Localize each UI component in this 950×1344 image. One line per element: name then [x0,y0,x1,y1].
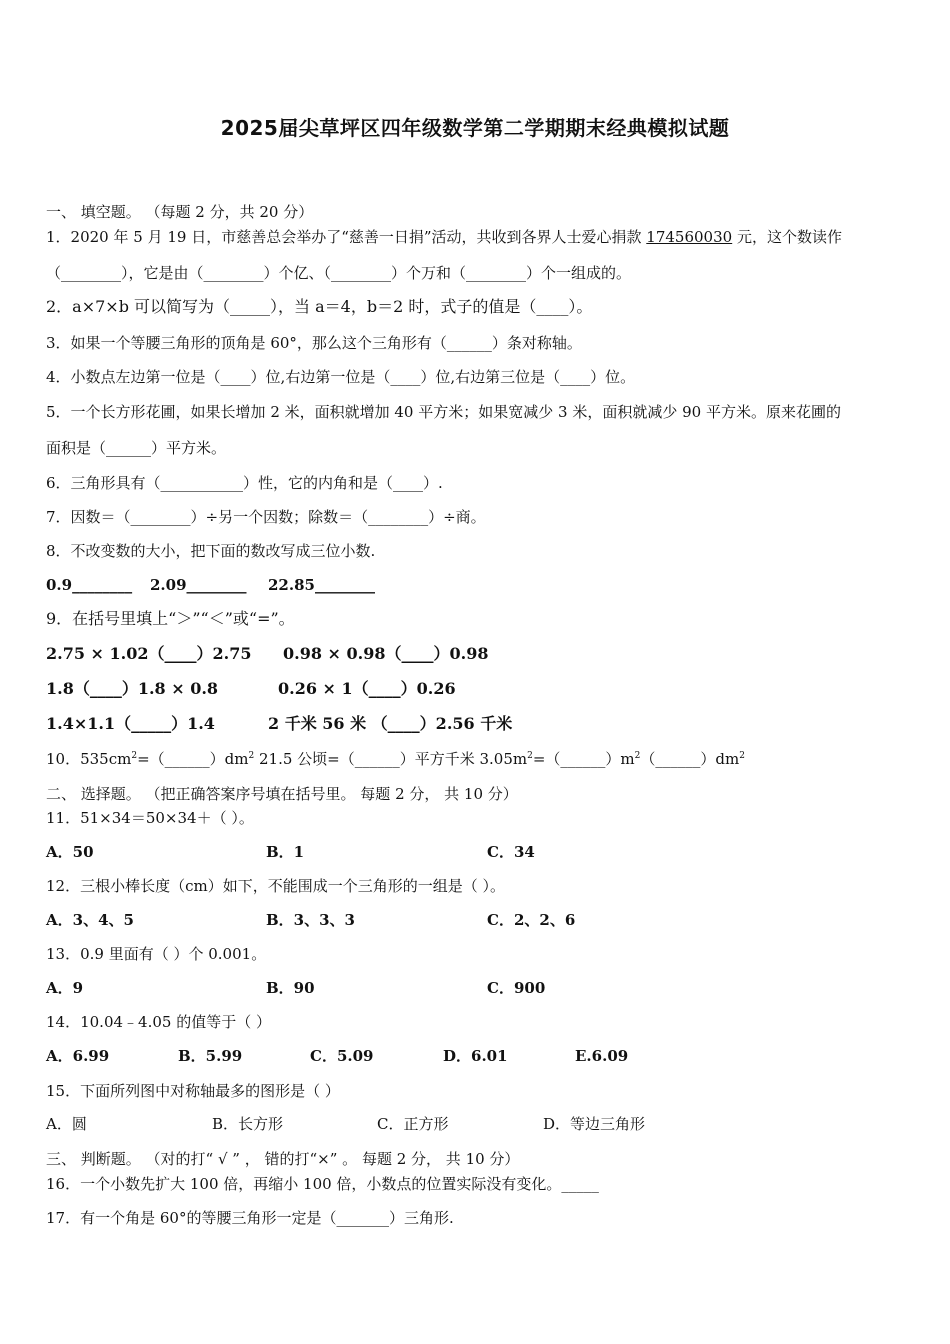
q14-option-c: C．5.09 [310,1047,374,1065]
q11-option-c: C．34 [487,843,535,861]
q12-option-b: B．3、3、3 [266,911,355,929]
question-15-stem: 15．下面所列图中对称轴最多的图形是（ ） [46,1082,340,1100]
q10-sup-3: 2 [527,751,533,761]
question-13-stem: 13．0.9 里面有（ ）个 0.001。 [46,945,267,963]
question-1-line-2: （________），它是由（________）个亿、（________）个万和（________）个一组成的。 [46,264,632,282]
page-title: 2025届尖草坪区四年级数学第二学期期末经典模拟试题 [220,116,730,140]
question-9-stem: 9．在括号里填上“＞”“＜”或“=”。 [46,609,295,628]
q15-option-b: B．长方形 [212,1115,284,1133]
q14-option-b: B．5.99 [178,1047,243,1065]
q13-option-b: B．90 [266,979,315,997]
q8-item-3: 22.85________ [268,576,375,594]
q9-row2-left: 1.8（____）1.8 × 0.8 [46,679,219,698]
question-4: 4．小数点左边第一位是（____）位,右边第一位是（____）位,右边第三位是（____）位。 [46,368,636,386]
q10-sup-5: 2 [739,751,745,761]
q1-text-b: 元，这个数读作 [732,228,842,246]
q10-sup-4: 2 [634,751,641,761]
q11-option-a: A．50 [46,843,94,861]
q14-option-e: E.6.09 [575,1047,629,1065]
section-1-heading: 一、 填空题。 （每题 2 分，共 20 分） [46,203,314,221]
q15-option-a: A．圆 [46,1115,87,1133]
q12-option-a: A．3、4、5 [46,911,134,929]
q10-part-2: =（______）dm [137,750,249,768]
q10-part-1: 10．535cm [46,750,132,768]
question-8-stem: 8．不改变数的大小，把下面的数改写成三位小数. [46,542,376,560]
q1-amount: 174560030 [646,228,733,246]
question-10 [46,749,745,769]
q12-option-c: C．2、2、6 [487,911,576,929]
q9-row1-right: 0.98 × 0.98（____）0.98 [283,644,489,663]
q10-sup-2: 2 [248,751,255,761]
question-16: 16．一个小数先扩大 100 倍，再缩小 100 倍，小数点的位置实际没有变化。_____ [46,1175,599,1193]
q10-sup-1: 2 [131,751,138,761]
question-1-line-1 [46,227,842,247]
q13-option-c: C．900 [487,979,546,997]
q1-text-a: 1．2020 年 5 月 19 日，市慈善总会举办了“慈善一日捐”活动，共收到各界人士爱心捐款 [46,228,647,246]
q9-row1-left: 2.75 × 1.02（____）2.75 [46,644,252,663]
q9-row3-right: 2 千米 56 米 （____）2.56 千米 [268,714,513,733]
question-17: 17．有一个角是 60°的等腰三角形一定是（_______）三角形. [46,1209,454,1227]
q11-option-b: B．1 [266,843,305,861]
question-6: 6．三角形具有（___________）性，它的内角和是（____）. [46,474,443,492]
section-3-heading: 三、 判断题。 （对的打“ √ ” ， 错的打“×” 。 每题 2 分， 共 10 分） [46,1150,520,1168]
q15-option-d: D．等边三角形 [543,1115,646,1133]
question-11-stem: 11．51×34＝50×34＋（ ）。 [46,809,254,827]
q10-part-4: =（______）m [532,750,635,768]
q9-row3-left: 1.4×1.1（_____）1.4 [46,714,215,733]
q8-item-2: 2.09________ [150,576,247,594]
q8-item-1: 0.9________ [46,576,133,594]
question-14-stem: 14．10.04﹣4.05 的值等于（ ） [46,1013,271,1031]
question-12-stem: 12．三根小棒长度（cm）如下，不能围成一个三角形的一组是（ ）。 [46,877,505,895]
q14-option-d: D．6.01 [443,1047,508,1065]
q14-option-a: A．6.99 [46,1047,110,1065]
q10-part-5: （______）dm [640,750,740,768]
q15-option-c: C．正方形 [377,1115,449,1133]
q13-option-a: A．9 [46,979,84,997]
question-5-line-1: 5．一个长方形花圃，如果长增加 2 米，面积就增加 40 平方米；如果宽减少 3 米，面积就减少 90 平方米。原来花圃的 [46,403,841,421]
question-2: 2．a×7×b 可以简写为（_____），当 a＝4，b＝2 时，式子的值是（____）。 [46,297,593,316]
question-5-line-2: 面积是（______）平方米。 [46,439,227,457]
question-3: 3．如果一个等腰三角形的顶角是 60°，那么这个三角形有（______）条对称轴。 [46,334,582,352]
q10-part-3: 21.5 公顷=（______）平方千米 3.05m [254,750,528,768]
question-7: 7．因数＝（________）÷另一个因数；除数＝（________）÷商。 [46,508,486,526]
section-2-heading: 二、 选择题。 （把正确答案序号填在括号里。 每题 2 分， 共 10 分） [46,785,518,803]
q9-row2-right: 0.26 × 1（____）0.26 [278,679,456,698]
